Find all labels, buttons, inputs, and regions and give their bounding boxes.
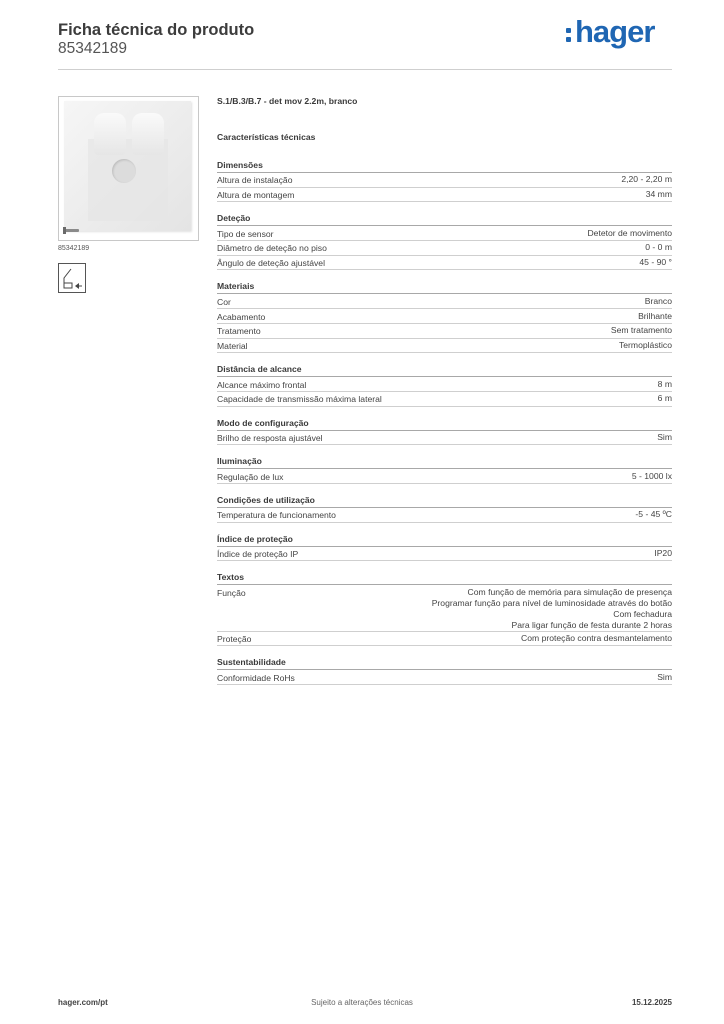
spec-value (346, 509, 672, 520)
logo-text: hager (575, 14, 655, 49)
spec-value (392, 393, 672, 404)
product-title: S.1/B.3/B.7 - det mov 2.2m, branco (217, 96, 358, 106)
product-image (58, 96, 199, 241)
spec-value (284, 228, 672, 239)
spec-section (217, 454, 672, 484)
spec-row (217, 585, 672, 631)
spec-section (217, 416, 672, 446)
spec-value (337, 242, 672, 253)
spec-label: Função (217, 587, 246, 598)
spec-label: Tipo de sensor (217, 228, 274, 239)
footer-website: hager.com/pt (58, 998, 108, 1007)
spec-row (217, 670, 672, 685)
spec-value (256, 587, 672, 631)
spec-row (217, 188, 672, 203)
spec-value-line: 8 m (657, 378, 672, 389)
spec-label: Ângulo de deteção ajustável (217, 258, 325, 269)
spec-section (217, 158, 672, 202)
section-title: Índice de proteção (217, 532, 672, 547)
spec-section (217, 493, 672, 523)
spec-value-line: Com proteção contra desmantelamento (521, 633, 672, 644)
spec-value (335, 257, 672, 268)
spec-value (293, 471, 672, 482)
spec-value (304, 189, 672, 200)
spec-value-line: 6 m (657, 393, 672, 404)
spec-value-line: Com função de memória para simulação de presença (467, 586, 672, 597)
spec-value-line: 5 - 1000 lx (631, 470, 672, 481)
spec-section (217, 362, 672, 406)
spec-section (217, 655, 672, 685)
spec-value (258, 340, 672, 351)
spec-row (217, 339, 672, 354)
spec-row (217, 324, 672, 339)
spec-label: Conformidade RoHs (217, 672, 295, 683)
spec-row (217, 173, 672, 188)
spec-label: Temperatura de funcionamento (217, 510, 336, 521)
spec-row (217, 226, 672, 241)
footer-note: Sujeito a alterações técnicas (311, 998, 413, 1007)
logo-dots-icon (566, 24, 572, 44)
spec-label: Brilho de resposta ajustável (217, 432, 323, 443)
section-title: Textos (217, 570, 672, 585)
section-title: Dimensões (217, 158, 672, 173)
spec-value-line: Sim (657, 671, 672, 682)
spec-content (217, 96, 672, 694)
spec-label: Material (217, 340, 248, 351)
spec-value-line: Termoplástico (618, 339, 672, 350)
section-title: Modo de configuração (217, 416, 672, 431)
spec-value-line: IP20 (654, 548, 672, 559)
spec-value-line: Sim (657, 431, 672, 442)
spec-section (217, 211, 672, 270)
spec-row (217, 431, 672, 446)
section-title: Deteção (217, 211, 672, 226)
spec-row (217, 377, 672, 392)
section-title: Iluminação (217, 454, 672, 469)
spec-label: Diâmetro de deteção no piso (217, 243, 327, 254)
spec-value-line: 34 mm (645, 189, 672, 200)
spec-value-line: Detetor de movimento (587, 227, 672, 238)
spec-section (217, 570, 672, 646)
spec-value-line: Branco (644, 295, 672, 306)
spec-label: Proteção (217, 634, 252, 645)
footer-date: 15.12.2025 (631, 998, 672, 1007)
spec-value (305, 672, 672, 683)
spec-value-line: 2,20 - 2,20 m (621, 174, 672, 185)
spec-value (271, 325, 672, 336)
scale-icon (63, 229, 79, 232)
motion-sensor-symbol-icon (58, 263, 86, 293)
spec-row (217, 392, 672, 407)
spec-row (217, 508, 672, 523)
image-caption-code: 85342189 (58, 245, 90, 252)
spec-label: Capacidade de transmissão máxima lateral (217, 394, 382, 405)
spec-value (261, 633, 672, 644)
spec-label: Cor (217, 296, 231, 307)
spec-value (241, 296, 672, 307)
spec-label: Tratamento (217, 326, 261, 337)
spec-row (217, 294, 672, 309)
spec-value-line: 45 - 90 ° (639, 257, 672, 268)
spec-label: Altura de instalação (217, 175, 293, 186)
spec-section (217, 279, 672, 353)
spec-value-line: -5 - 45 ºC (635, 509, 672, 520)
spec-row (217, 632, 672, 647)
spec-label: Alcance máximo frontal (217, 379, 307, 390)
header-divider (58, 69, 672, 70)
hager-logo (566, 14, 654, 50)
spec-row (217, 469, 672, 484)
spec-value (275, 311, 672, 322)
product-button-illustration (112, 159, 136, 183)
spec-value-line: Programar função para nível de luminosidade através do botão (431, 597, 672, 608)
spec-sections (217, 158, 672, 685)
spec-row (217, 309, 672, 324)
spec-value (308, 548, 672, 559)
section-title: Distância de alcance (217, 362, 672, 377)
spec-value (302, 174, 672, 185)
spec-value-line: Para ligar função de festa durante 2 horas (511, 619, 672, 630)
spec-row (217, 547, 672, 562)
tech-heading: Características técnicas (217, 132, 316, 142)
spec-label: Acabamento (217, 311, 266, 322)
section-title: Condições de utilização (217, 493, 672, 508)
spec-value-line: Com fechadura (613, 608, 672, 619)
spec-row (217, 241, 672, 256)
spec-label: Índice de proteção IP (217, 549, 299, 560)
section-title: Materiais (217, 279, 672, 294)
spec-label: Altura de montagem (217, 190, 295, 201)
spec-value-line: Sem tratamento (610, 325, 672, 336)
spec-section (217, 532, 672, 562)
spec-label: Regulação de lux (217, 471, 284, 482)
spec-value (316, 379, 672, 390)
page-title: Ficha técnica do produto (58, 21, 255, 39)
section-title: Sustentabilidade (217, 655, 672, 670)
spec-row (217, 256, 672, 271)
spec-value-line: 0 - 0 m (645, 242, 672, 253)
product-photo (64, 101, 191, 231)
product-code: 85342189 (58, 40, 127, 57)
spec-value (333, 432, 672, 443)
spec-value-line: Brilhante (638, 310, 672, 321)
